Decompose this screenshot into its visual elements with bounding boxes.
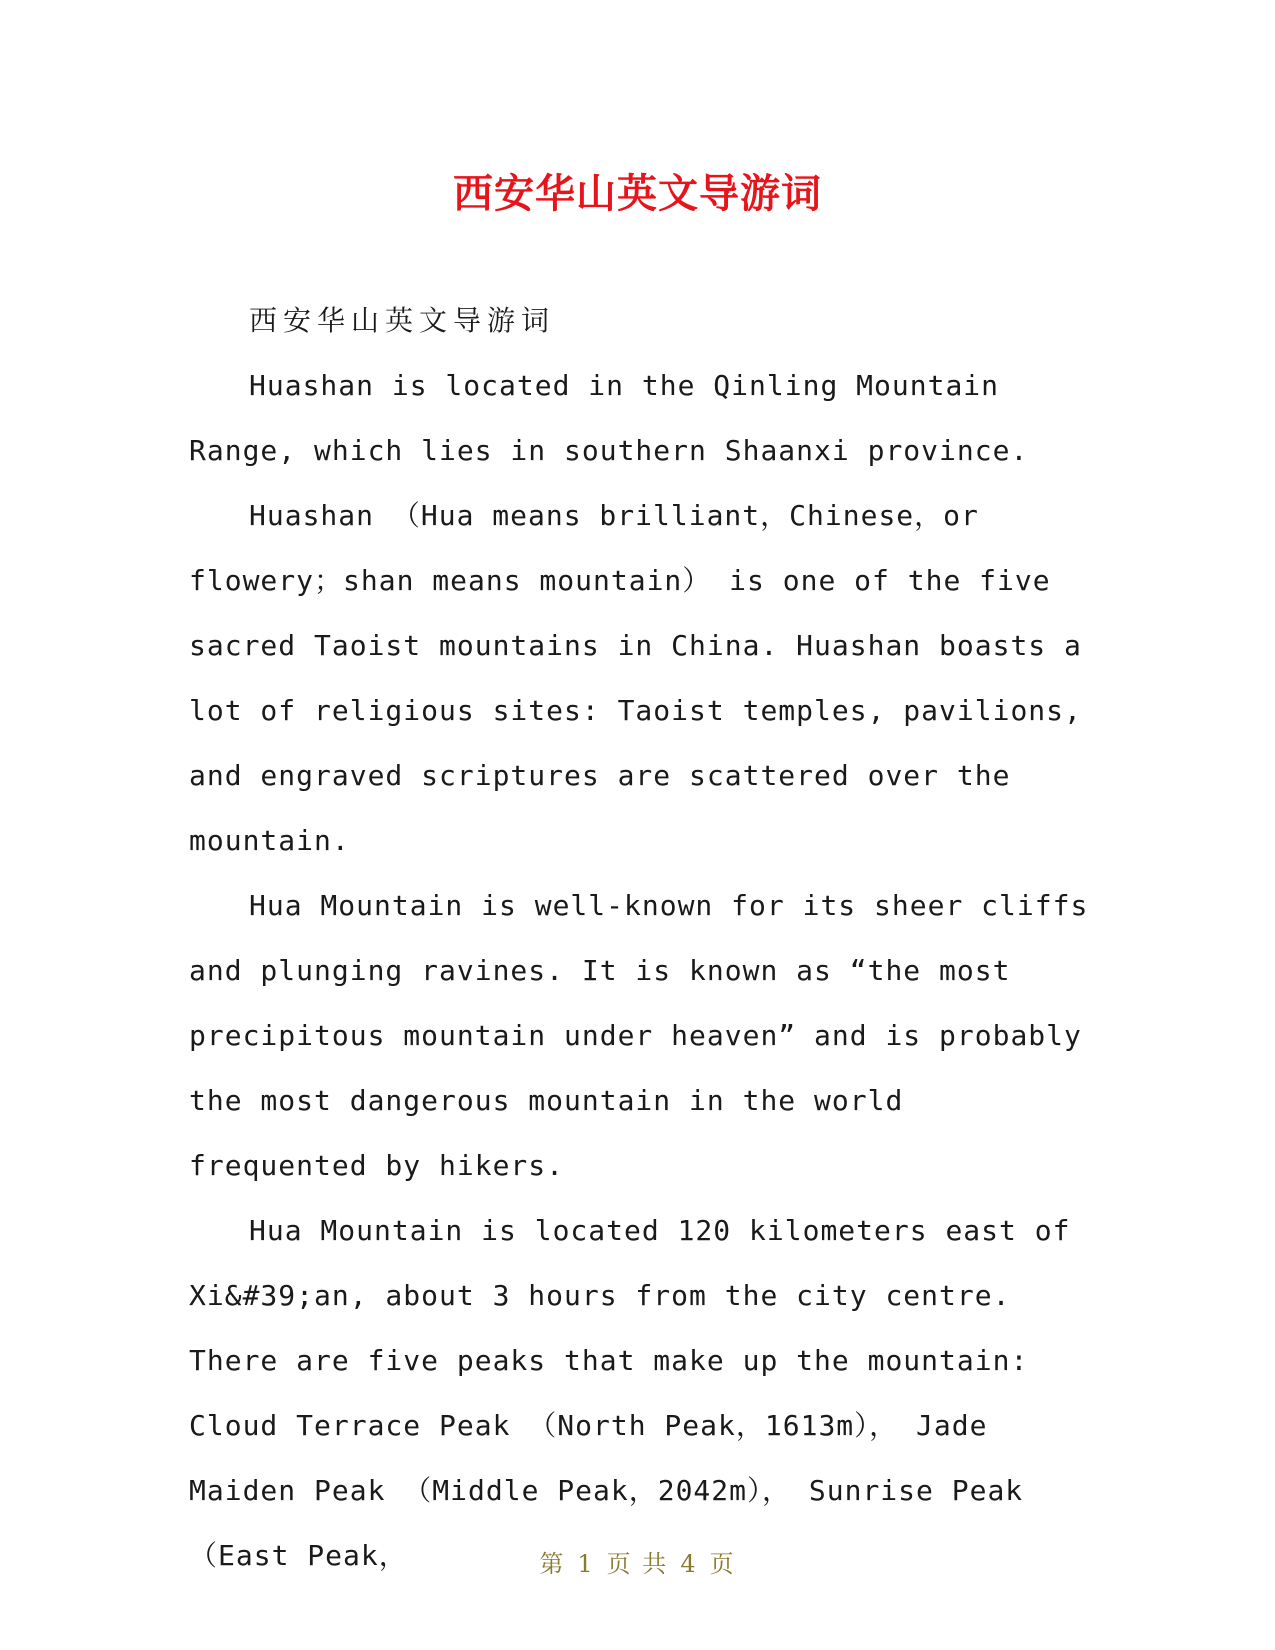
paragraph-peaks: Hua Mountain is located 120 kilometers east of Xi&#39;an, about 3 hours from the city centre. There are five peaks that make up the mountain: Cloud Terrace Peak （North Peak，1613m）， Jade Maiden Peak （Middle Peak，2042m）， Sunrise Peak （East Peak， xyxy=(189,1214,1071,1572)
document-title: 西安华山英文导游词 xyxy=(453,171,822,217)
footer-suffix: 页 xyxy=(709,1550,736,1578)
footer-mid: 页 共 xyxy=(606,1550,669,1578)
paragraph-location: Huashan is located in the Qinling Mountain Range, which lies in southern Shaanxi province. xyxy=(189,369,1029,467)
paragraph-subtitle: 西安华山英文导游词 xyxy=(249,304,556,337)
page-footer xyxy=(0,1544,1275,1579)
footer-total-pages: 4 xyxy=(680,1550,698,1578)
footer-prefix: 第 xyxy=(539,1550,566,1578)
footer-page-number: 1 xyxy=(577,1550,595,1578)
document-body xyxy=(189,288,1094,1588)
paragraph-meaning: Huashan （Hua means brilliant，Chinese，or flowery；shan means mountain） is one of the five sacred Taoist mountains in China. Huashan boasts a lot of religious sites: Taoist temples, pavilions, and engraved scriptures are scattered over the mountain. xyxy=(189,499,1082,857)
paragraph-cliffs: Hua Mountain is well-known for its sheer cliffs and plunging ravines. It is known as “the most precipitous mountain under heaven” and is probably the most dangerous mountain in the world frequented by hikers. xyxy=(189,889,1089,1182)
